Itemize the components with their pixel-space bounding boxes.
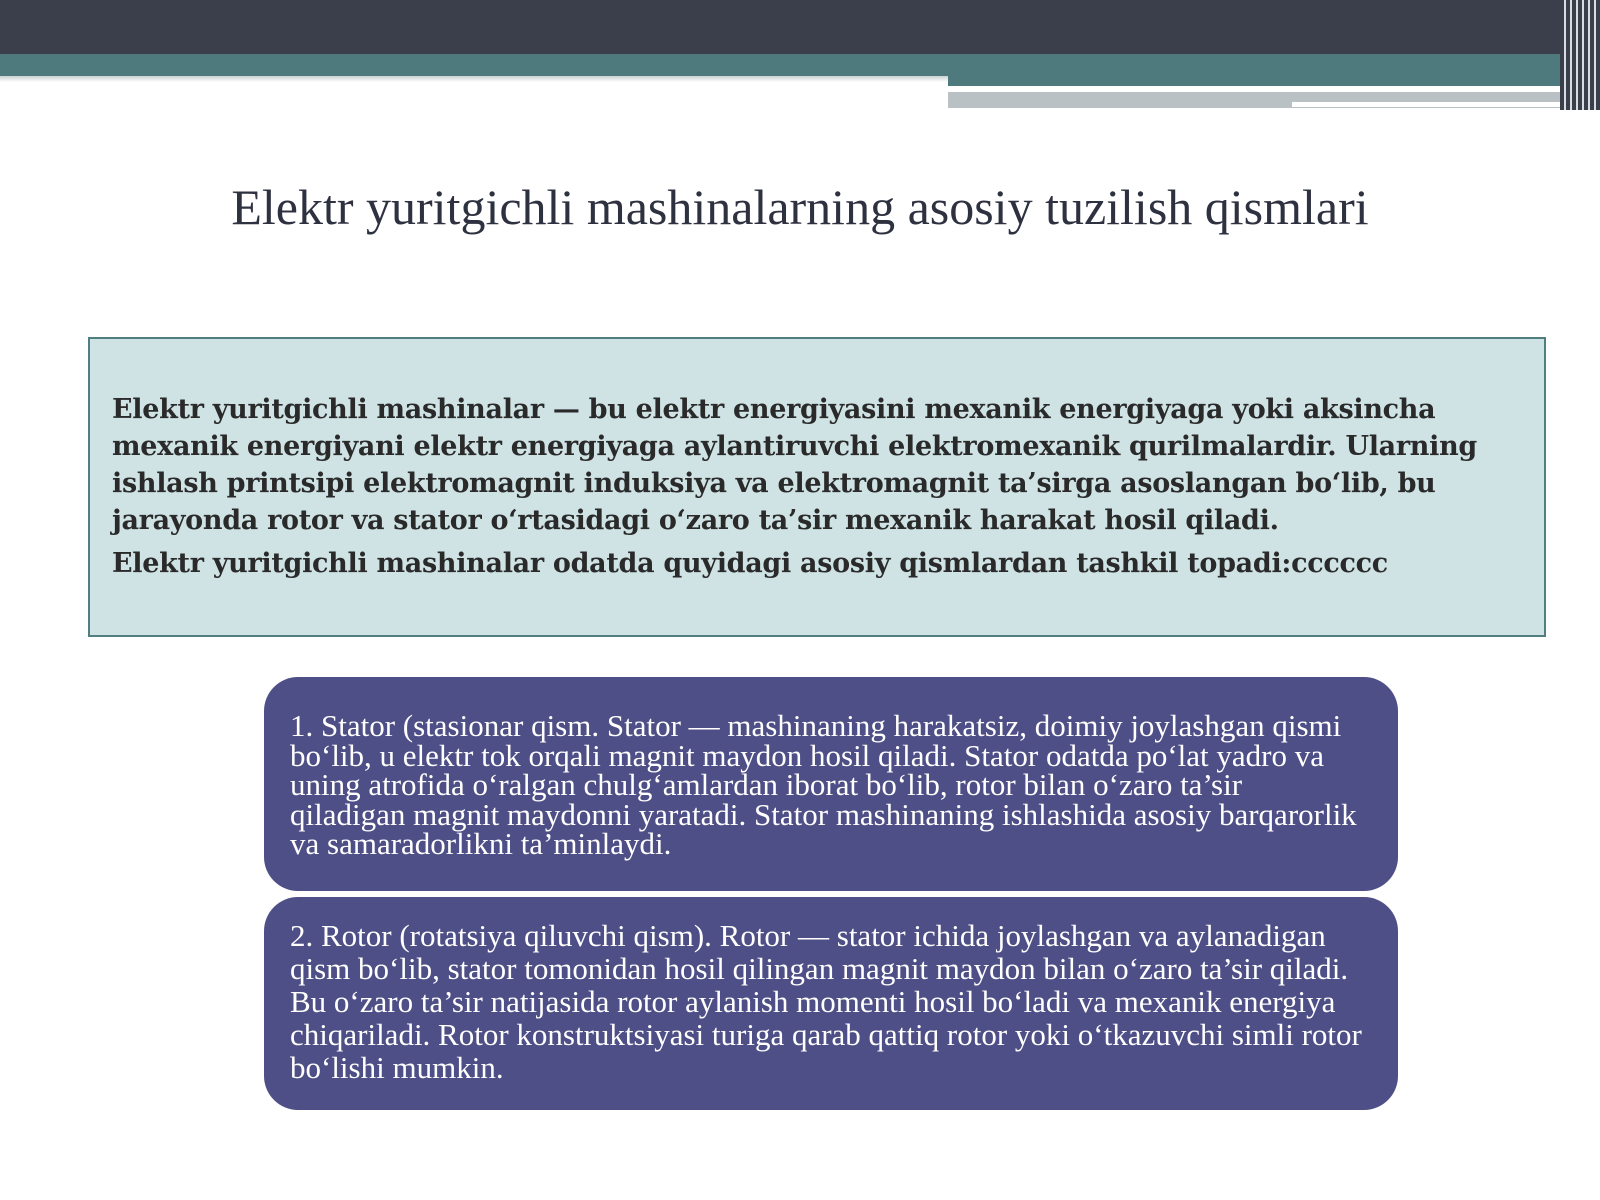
header-teal-bar-right bbox=[948, 54, 1560, 86]
header-shadow bbox=[0, 76, 948, 82]
intro-paragraph: Elektr yuritgichli mashinalar — bu elektr energiyasini mexanik energiyaga yoki aksincha mexanik energiyani elektr energiyaga aylantiruvchi elektromexanik qurilmalardir. Ularning ishlash printsipi elektromagnit induksiya va elektromagnit ta’sirga asoslangan bo‘lib, bu jarayonda rotor va stator o‘rtasidagi o‘zaro ta’sir mexanik harakat hosil qiladi. bbox=[112, 394, 1477, 536]
header-stripes bbox=[1560, 0, 1600, 110]
header-dark-bar bbox=[0, 0, 1600, 54]
slide-title: Elektr yuritgichli mashinalarning asosiy tuzilish qismlari bbox=[231, 179, 1369, 235]
intro-box bbox=[88, 337, 1546, 637]
rotor-card bbox=[264, 897, 1398, 1110]
rotor-text: 2. Rotor (rotatsiya qiluvchi qism). Rotor — stator ichida joylashgan va aylanadigan qism bo‘lib, stator tomonidan hosil qilingan magnit maydon bilan o‘zaro ta’sir qiladi. Bu o‘zaro ta’sir natijasida rotor aylanish momenti hosil bo‘ladi va mexanik energiya chiqariladi. Rotor konstruktsiyasi turiga qarab qattiq rotor yoki o‘tkazuvchi simli rotor bo‘lishi mumkin. bbox=[290, 918, 1362, 1085]
header-teal-bar-left bbox=[0, 54, 948, 76]
header-white-dash bbox=[1292, 102, 1560, 107]
intro-lead: Elektr yuritgichli mashinalar odatda quyidagi asosiy qismlardan tashkil topadi:cccccc bbox=[112, 548, 1388, 579]
stator-text: 1. Stator (stasionar qism. Stator — mashinaning harakatsiz, doimiy joylashgan qismi bo‘lib, u elektr tok orqali magnit maydon hosil qiladi. Stator odatda po‘lat yadro va uning atrofida o‘ralgan chulg‘amlardan iborat bo‘lib, rotor bilan o‘zaro ta’sir qiladigan magnit maydonni yaratadi. Stator mashinaning ishlashida asosiy barqarorlik va samaradorlikni ta’minlaydi. bbox=[290, 708, 1357, 861]
stator-card bbox=[264, 677, 1398, 891]
